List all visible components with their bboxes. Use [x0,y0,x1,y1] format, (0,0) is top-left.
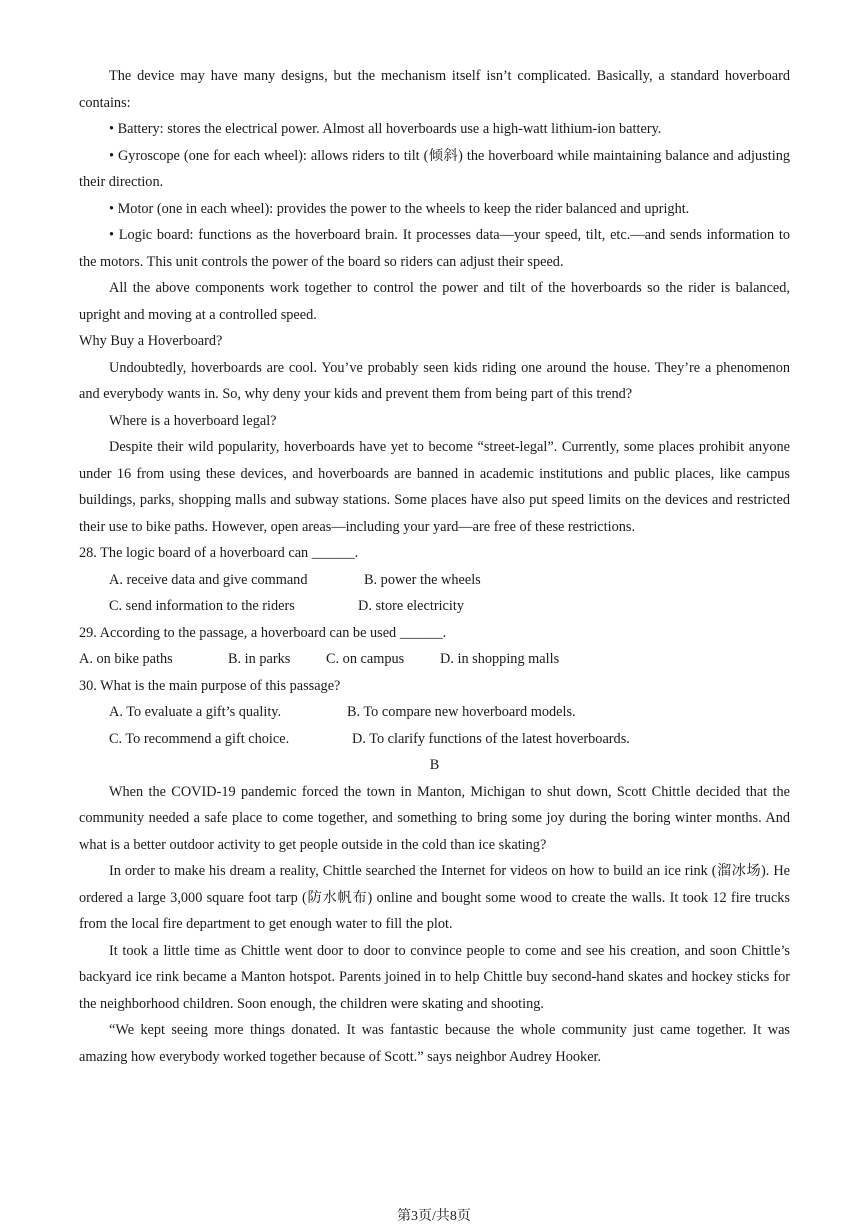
question-28-stem: 28. The logic board of a hoverboard can ______. [79,545,359,561]
question-28-options-row2 [79,593,790,620]
option-28-d: D. store electricity [358,598,464,614]
option-28-c: C. send information to the riders [109,598,295,614]
question-30-stem: 30. What is the main purpose of this passage? [79,677,341,694]
option-28-b: B. power the wheels [364,571,481,588]
page-number-footer: 第3页/共8页 [397,1209,471,1224]
heading-why-buy: Why Buy a Hoverboard? [79,333,223,349]
option-30-c: C. To recommend a gift choice. [109,730,290,747]
passage-b-paragraph-2: In order to make his dream a reality, Chittle searched the Internet for videos on how to build an ice rink (溜冰场). He ordered a large 3,000 square foot tarp (防水帆布) online and bought some wood to create the walls. It took 12 fire trucks from the local fire department to get enough water to fill the plot. [79,863,790,932]
question-28-options-row1 [79,567,790,594]
option-30-a: A. To evaluate a gift’s quality. [109,704,282,720]
passage-b-paragraph-1: When the COVID-19 pandemic forced the town in Manton, Michigan to shut down, Scott Chittle decided that the community needed a safe place to come together, and something to bring some joy during the boring winter months. And what is a better outdoor activity to get people outside in the cold than ice skating? [79,783,790,853]
option-29-d: D. in shopping malls [440,651,560,667]
option-29-c: C. on campus [326,651,405,667]
bullet-logic-board: • Logic board: functions as the hoverboard brain. It processes data—your speed, tilt, etc.—and sends information to the motors. This unit controls the power of the board so riders can adjust their speed. [79,227,790,270]
intro-paragraph: The device may have many designs, but the mechanism itself isn’t complicated. Basically, a standard hoverboard contains: [79,68,790,111]
question-30-options-row2 [79,726,790,753]
bullet-motor: • Motor (one in each wheel): provides the power to the wheels to keep the rider balanced and upright. [109,200,690,217]
option-30-b: B. To compare new hoverboard models. [347,704,576,720]
bullet-gyroscope: • Gyroscope (one for each wheel): allows riders to tilt (倾斜) the hoverboard while maintaining balance and adjusting their direction. [79,147,790,190]
exam-page [79,63,790,1070]
passage-b-label: B [429,757,440,773]
question-30-options-row1 [79,699,790,726]
option-29-a: A. on bike paths [79,651,173,667]
why-paragraph: Undoubtedly, hoverboards are cool. You’ve probably seen kids riding one around the house. They’re a phenomenon and everybody wants in. So, why deny your kids and prevent them from being part of this trend? [79,359,790,402]
passage-b-paragraph-3: It took a little time as Chittle went door to door to convince people to come and see his creation, and soon Chittle’s backyard ice rink became a Manton hotspot. Parents joined in to help Chittle buy second-hand skates and hockey sticks for the neighborhood children. Soon enough, the children were skating and shooting. [79,942,790,1012]
summary-paragraph: All the above components work together to control the power and tilt of the hoverboards so the rider is balanced, upright and moving at a controlled speed. [79,280,790,323]
bullet-battery: • Battery: stores the electrical power. Almost all hoverboards use a high-watt lithium-ion battery. [109,121,662,137]
question-29-stem: 29. According to the passage, a hoverboard can be used ______. [79,624,447,641]
option-29-b: B. in parks [228,651,291,667]
option-28-a: A. receive data and give command [109,571,308,588]
question-29-options [79,646,790,673]
option-30-d: D. To clarify functions of the latest hoverboards. [352,730,630,747]
where-paragraph: Despite their wild popularity, hoverboards have yet to become “street-legal”. Currently, some places prohibit anyone under 16 from using these devices, and hoverboards are banned in academic institutions and public places, like campus buildings, parks, shopping malls and subway stations. Some places have also put speed limits on the devices and restricted their use to bike paths. However, open areas—including your yard—are free of these restrictions. [79,439,790,535]
heading-where-legal: Where is a hoverboard legal? [109,412,277,429]
passage-b-paragraph-4: “We kept seeing more things donated. It was fantastic because the whole community just came together. It was amazing how everybody worked together because of Scott.” says neighbor Audrey Hooker. [79,1022,790,1065]
